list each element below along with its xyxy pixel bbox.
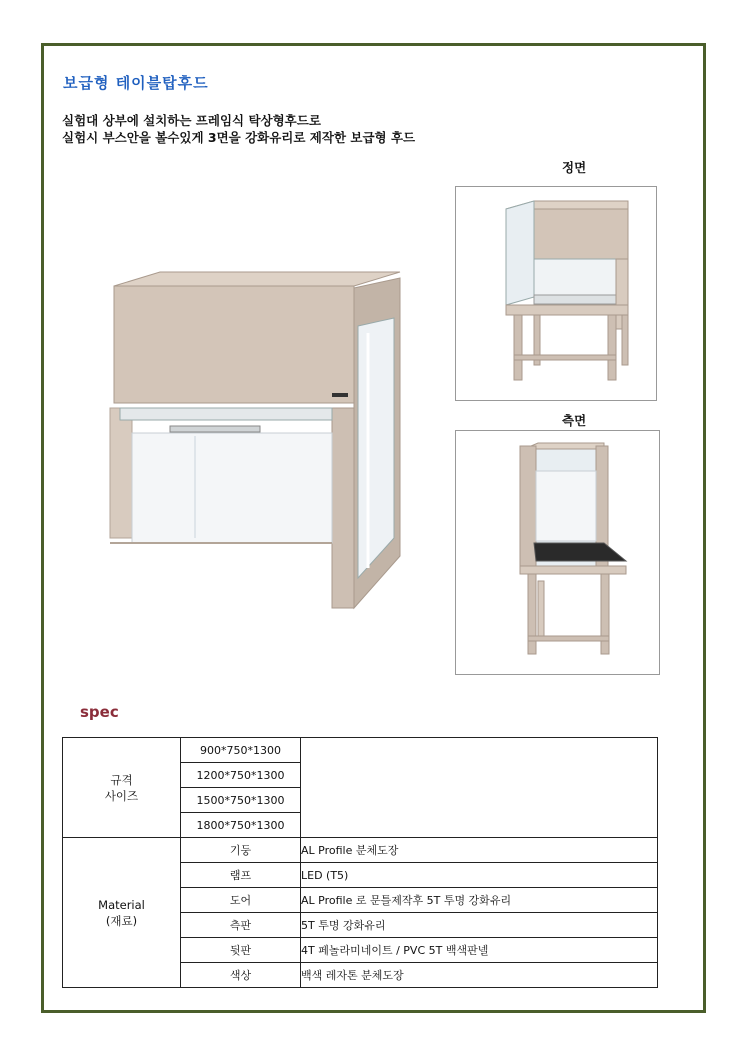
size-cell: 1200*750*1300 <box>181 763 301 788</box>
side-view-label: 측면 <box>562 413 587 428</box>
material-value-cell: 5T 투명 강화유리 <box>301 913 658 938</box>
main-product-image <box>100 238 410 618</box>
size-group-sublabel: 사이즈 <box>104 788 139 803</box>
material-group-label: Material <box>98 897 145 912</box>
size-cell: 900*750*1300 <box>181 738 301 763</box>
material-group-sublabel: (재료) <box>105 913 138 928</box>
material-part-cell: 뒷판 <box>181 938 301 963</box>
size-cell: 1500*750*1300 <box>181 788 301 813</box>
material-value-cell: AL Profile 로 문틀제작후 5T 투명 강화유리 <box>301 888 658 913</box>
material-value-cell: AL Profile 분체도장 <box>301 838 658 863</box>
size-cell: 1800*750*1300 <box>181 813 301 838</box>
material-part-cell: 램프 <box>181 863 301 888</box>
blank-cell <box>301 738 658 838</box>
material-value-cell: 4T 페놀라미네이트 / PVC 5T 백색판넬 <box>301 938 658 963</box>
table-row <box>63 838 658 863</box>
material-part-cell: 측판 <box>181 913 301 938</box>
table-row <box>63 738 658 763</box>
page-title: 보급형 테이블탑후드 <box>63 74 209 92</box>
description-line: 실험대 상부에 설치하는 프레임식 탁상형후드로 <box>62 113 321 128</box>
material-value-cell: 백색 레자톤 분체도장 <box>301 963 658 988</box>
spec-table <box>62 737 658 988</box>
material-value-cell: LED (T5) <box>301 863 658 888</box>
size-group-cell <box>63 738 181 838</box>
material-part-cell: 기둥 <box>181 838 301 863</box>
material-part-cell: 색상 <box>181 963 301 988</box>
description-line: 실험시 부스안을 볼수있게 3면을 강화유리로 제작한 보급형 후드 <box>62 130 416 145</box>
size-group-label: 규격 <box>110 772 133 787</box>
side-view-image <box>455 430 660 675</box>
front-view-label: 정면 <box>562 160 587 175</box>
front-view-image <box>455 186 657 401</box>
material-part-cell: 도어 <box>181 888 301 913</box>
material-group-cell <box>63 838 181 988</box>
spec-label: spec <box>80 703 119 721</box>
description <box>62 112 415 146</box>
